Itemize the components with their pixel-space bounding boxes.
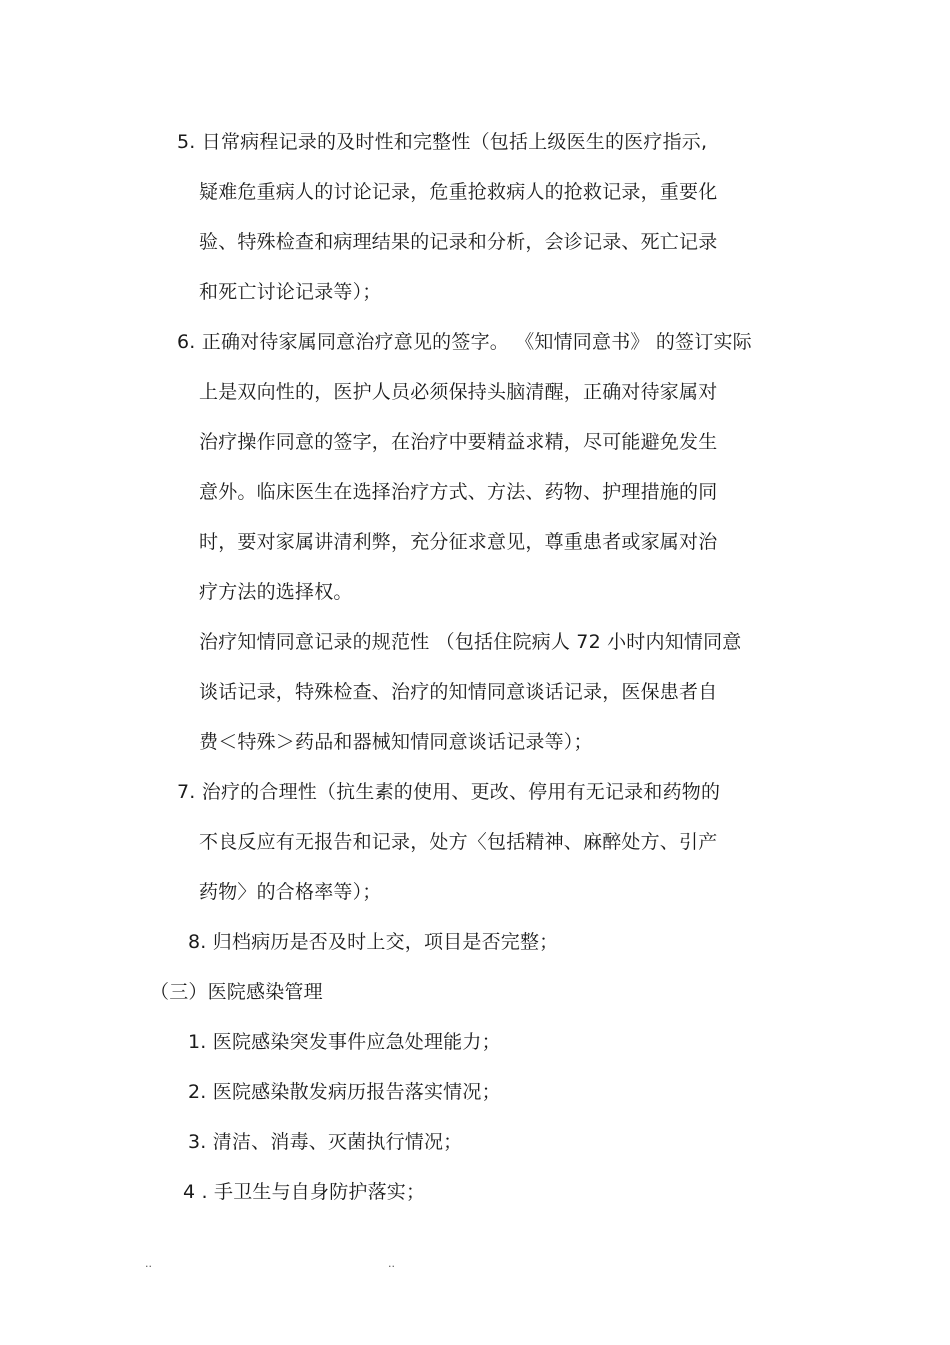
text-line-8: 意外。临床医生在选择治疗方式、方法、药物、护理措施的同: [199, 481, 718, 503]
footer-mark-left: ..: [145, 1257, 152, 1270]
text-line-7: 治疗操作同意的签字，在治疗中要精益求精，尽可能避免发生: [199, 431, 718, 453]
text-line-14: 7. 治疗的合理性（抗生素的使用、更改、停用有无记录和药物的: [177, 781, 721, 803]
text-line-1: 5. 日常病程记录的及时性和完整性（包括上级医生的医疗指示,: [177, 131, 708, 153]
text-line-20: 2. 医院感染散发病历报告落实情况；: [188, 1081, 501, 1103]
text-line-15: 不良反应有无报告和记录，处方〈包括精神、麻醉处方、引产: [199, 831, 718, 853]
text-line-19: 1. 医院感染突发事件应急处理能力；: [188, 1031, 501, 1053]
text-line-13: 费＜特殊＞药品和器械知情同意谈话记录等）；: [199, 731, 593, 753]
text-line-17: 8. 归档病历是否及时上交，项目是否完整；: [188, 931, 559, 953]
text-line-9: 时，要对家属讲清利弊，充分征求意见，尊重患者或家属对治: [199, 531, 718, 553]
text-line-21: 3. 清洁、消毒、灭菌执行情况；: [188, 1131, 463, 1153]
text-line-4: 和死亡讨论记录等）；: [199, 281, 382, 303]
footer-mark-center: ..: [388, 1257, 395, 1270]
text-line-12: 谈话记录，特殊检查、治疗的知情同意谈话记录，医保患者自: [199, 681, 718, 703]
text-line-22: 4 . 手卫生与自身防护落实；: [183, 1181, 426, 1203]
section-heading: （三）医院感染管理: [150, 981, 323, 1003]
text-line-6: 上是双向性的，医护人员必须保持头脑清醒，正确对待家属对: [199, 381, 718, 403]
text-line-5: 6. 正确对待家属同意治疗意见的签字。 《知情同意书》 的签订实际: [177, 331, 752, 353]
text-line-16: 药物〉的合格率等）；: [199, 881, 382, 903]
text-line-3: 验、特殊检查和病理结果的记录和分析，会诊记录、死亡记录: [199, 231, 718, 253]
text-line-10: 疗方法的选择权。: [199, 581, 353, 603]
text-line-11: 治疗知情同意记录的规范性 （包括住院病人 72 小时内知情同意: [199, 631, 742, 653]
text-line-2: 疑难危重病人的讨论记录，危重抢救病人的抢救记录，重要化: [199, 181, 718, 203]
